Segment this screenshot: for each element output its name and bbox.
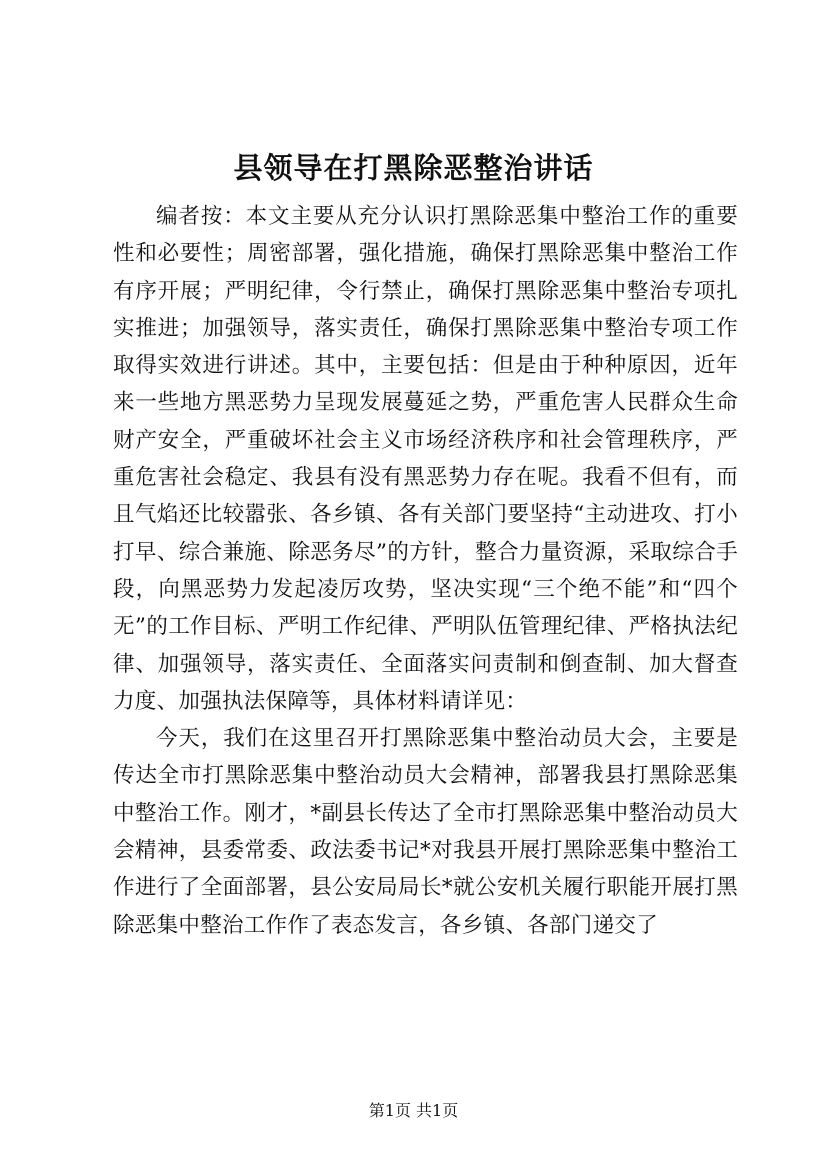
speech-paragraph: 今天，我们在这里召开打黑除恶集中整治动员大会，主要是传达全市打黑除恶集中整治动员大会精神，部署我县打黑除恶集中整治工作。刚才，*副县长传达了全市打黑除恶集中整治动员大会精神，县委常委、政法委书记*对我县开展打黑除恶集中整治工作进行了全面部署，县公安局局长*就公安机关履行职能开展打黑除恶集中整治工作作了表态发言，各乡镇、各部门递交了	[113, 726, 738, 938]
editor-note-paragraph: 编者按：本文主要从充分认识打黑除恶集中整治工作的重要性和必要性；周密部署，强化措施，确保打黑除恶集中整治工作有序开展；严明纪律，令行禁止，确保打黑除恶集中整治专项扎实推进；加强领导，落实责任，确保打黑除恶集中整治专项工作取得实效进行讲述。其中，主要包括：但是由于种种原因，近年来一些地方黑恶势力呈现发展蔓延之势，严重危害人民群众生命财产安全，严重破坏社会主义市场经济秩序和社会管理秩序，严重危害社会稳定、我县有没有黑恶势力存在呢。我看不但有，而且气焰还比较嚣张、各乡镇、各有关部门要坚持“主动进攻、打小打早、综合兼施、除恶务尽”的方针，整合力量资源，采取综合手段，向黑恶势力发起凌厉攻势，坚决实现“三个绝不能”和“四个无”的工作目标、严明工作纪律、严明队伍管理纪律、严格执法纪律、加强领导，落实责任、全面落实问责制和倒查制、加大督查力度、加强执法保障等，具体材料请详见：	[113, 204, 738, 714]
document-body	[113, 198, 738, 944]
document-title: 县领导在打黑除恶整治讲话	[233, 151, 594, 185]
page-footer: 第1页 共1页	[368, 1101, 459, 1120]
